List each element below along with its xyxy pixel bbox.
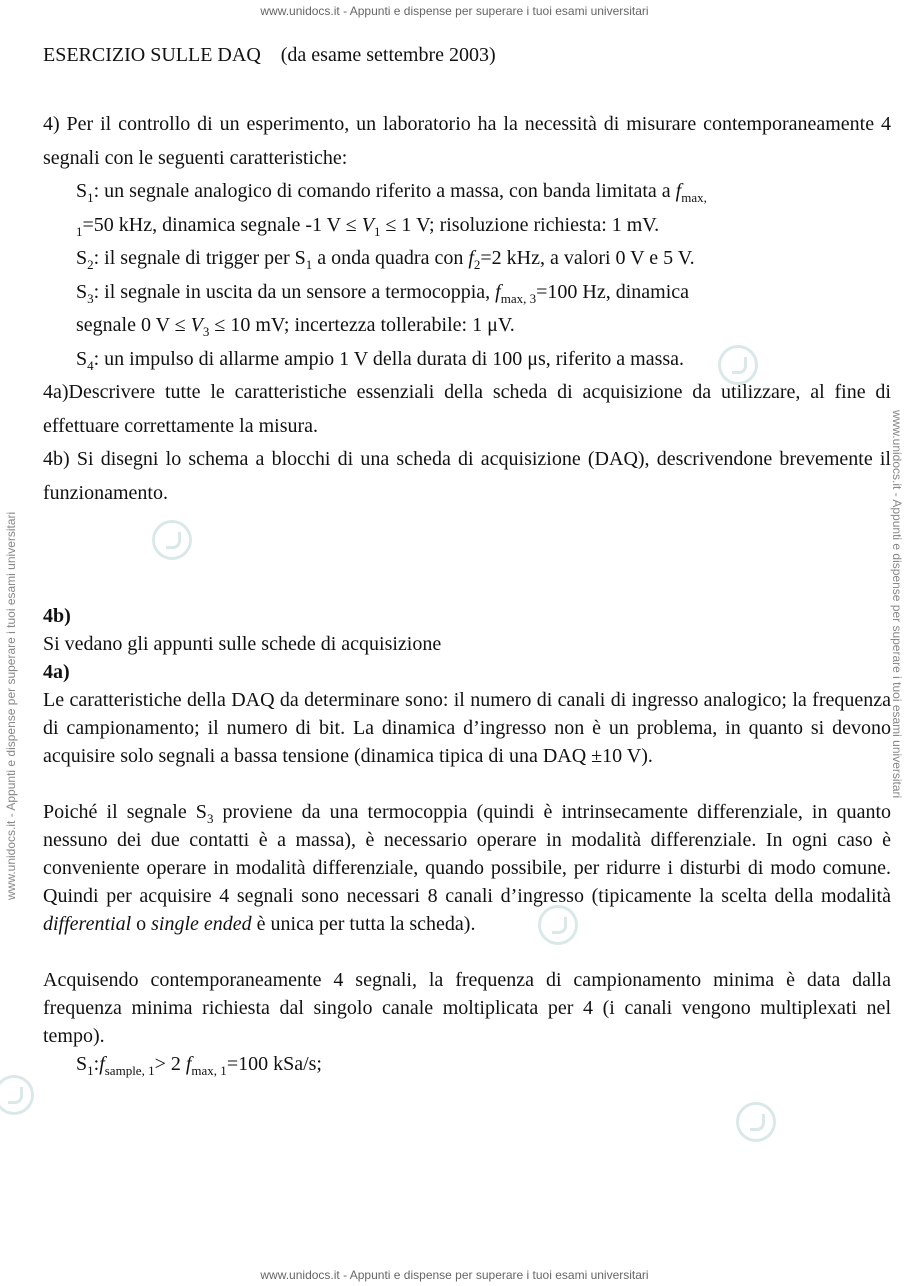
watermark-left: [2, 210, 26, 910]
title-text: ESERCIZIO SULLE DAQ: [43, 44, 261, 66]
title-source: (da esame settembre 2003): [280, 44, 496, 66]
signal-s2: $S_2$: il segnale di trigger per $S_1$ a onda quadra con $f_2=2$ kHz, a valori 0 V e 5 V.: [76, 247, 695, 272]
watermark-bottom: www.unidocs.it - Appunti e dispense per superare i tuoi esami universitari: [260, 1268, 649, 1282]
page-title: [43, 40, 891, 70]
answer-4a-paragraph-3: Acquisendo contemporaneamente 4 segnali, la frequenza di campionamento minima è data dalla frequenza minima richiesta dal singolo canale moltiplicata per 4 (i canali vengono multiplexati nel tempo).: [43, 969, 891, 1047]
question-4-intro: 4) Per il controllo di un esperimento, un laboratorio ha la necessità di misurare contemporaneamente 4 segnali con le seguenti caratteristiche:: [43, 113, 891, 169]
document-body: [43, 40, 891, 1078]
signal-s1: $S_1$: un segnale analogico di comando riferito a massa, con banda limitata a $f_{max,}$ $_1$=50 kHz, dinamica segnale -1 $V \le V_1 \le 1$ V; risoluzione richiesta: 1 mV.: [76, 180, 707, 239]
answer-4a-paragraph-1: Le caratteristiche della DAQ da determinare sono: il numero di canali di ingresso analogico; la frequenza di campionamento; il numero di bit. La dinamica d’ingresso non è un problema, in quanto si devono acquisire solo segnali a bassa tensione (dinamica tipica di una DAQ ±10 V).: [43, 689, 891, 767]
answer-4a-heading: 4a): [43, 661, 70, 683]
answer-s1-sampling: $S_1:f_{sample, 1}> 2$ $f_{max, 1}=100$ kSa/s;: [76, 1053, 322, 1078]
signal-s3: $S_3$: il segnale in uscita da un sensore a termocoppia, $f_{max, 3}=100$ Hz, dinamica segnale 0 $V \le V_3 \le 10$ mV; incertezza tollerabile: 1 μV.: [76, 280, 690, 339]
question-4b: 4b) Si disegni lo schema a blocchi di una scheda di acquisizione (DAQ), descrivendone brevemente il funzionamento.: [43, 448, 891, 504]
unidocs-logo-icon: [0, 1075, 34, 1115]
answer-4a-paragraph-2: Poiché il segnale $S_3$ proviene da una termocoppia (quindi è intrinsecamente differenziale, in quanto nessuno dei due contatti è a massa), è necessario operare in modalità differenziale. In ogni caso è conveniente operare in modalità differenziale, quando possibile, per ridurre i disturbi di modo comune. Quindi per acquisire 4 segnali sono necessari 8 canali d’ingresso (tipicamente la scelta della modalità differential o single ended è unica per tutta la scheda).: [43, 801, 891, 935]
question-4a: 4a)Descrivere tutte le caratteristiche essenziali della scheda di acquisizione da utilizzare, al fine di effettuare correttamente la misura.: [43, 381, 891, 437]
watermark-top: www.unidocs.it - Appunti e dispense per superare i tuoi esami universitari: [260, 4, 649, 18]
answer-4b-heading: 4b): [43, 605, 71, 627]
answer-4b-text: Si vedano gli appunti sulle schede di acquisizione: [43, 633, 442, 655]
watermark-left-text: www.unidocs.it - Appunti e dispense per superare i tuoi esami universitari: [4, 511, 18, 900]
watermark-right-text: www.unidocs.it - Appunti e dispense per superare i tuoi esami universitari: [890, 410, 904, 799]
unidocs-logo-icon: [736, 1102, 776, 1142]
signal-s4: $S_4$: un impulso di allarme ampio 1 V della durata di 100 μs, riferito a massa.: [76, 347, 685, 373]
